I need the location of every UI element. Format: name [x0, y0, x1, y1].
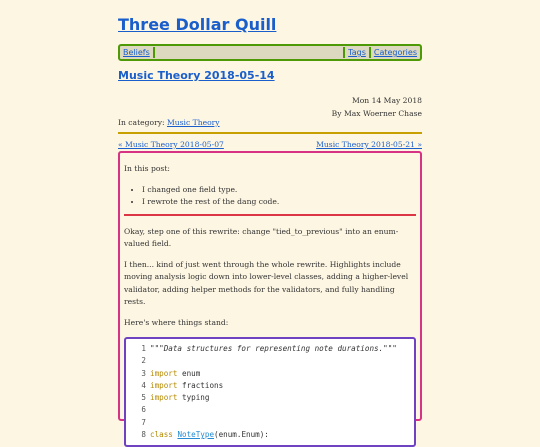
- nav-categories-link[interactable]: Categories: [369, 47, 420, 58]
- code-line: [126, 417, 414, 429]
- line-number: 7: [141, 417, 146, 427]
- code-text: enum: [177, 368, 201, 378]
- paragraph: Here's where things stand:: [124, 317, 229, 327]
- next-post-link[interactable]: Music Theory 2018-05-21 »: [316, 140, 422, 149]
- site-title-link[interactable]: Three Dollar Quill: [118, 15, 277, 34]
- code-line: [126, 404, 414, 416]
- line-number: 5: [141, 393, 146, 403]
- code-text: fractions: [177, 380, 224, 390]
- line-number: 1: [141, 344, 146, 353]
- prev-post-link[interactable]: « Music Theory 2018-05-07: [118, 140, 224, 149]
- code-keyword: import: [150, 393, 178, 403]
- nav-tags-link[interactable]: Tags: [343, 47, 369, 58]
- line-number: 3: [141, 368, 146, 378]
- line-number: 6: [141, 405, 146, 415]
- code-line: [126, 429, 414, 441]
- category-link[interactable]: Music Theory: [166, 118, 220, 127]
- code-class-name: NoteType: [177, 430, 215, 440]
- code-text: (enum.Enum):: [214, 430, 269, 440]
- code-line: [126, 380, 414, 392]
- code-line: [126, 392, 414, 404]
- navbar: [118, 44, 422, 61]
- code-line: [126, 368, 414, 380]
- line-number: 8: [141, 430, 146, 440]
- code-text: """Data structures for representing note durations.""": [150, 344, 397, 353]
- post-author: By Max Woerner Chase: [331, 109, 422, 118]
- code-line: [126, 343, 414, 355]
- list-item: • I rewrote the rest of the dang code.: [142, 196, 416, 208]
- line-number: 4: [141, 380, 146, 390]
- paragraph: Okay, step one of this rewrite: change "tied_to_previous" into an enum-valued field.: [124, 226, 399, 248]
- post-title-link[interactable]: Music Theory 2018-05-14: [118, 69, 275, 82]
- post-category: [118, 118, 220, 127]
- code-text: typing: [177, 393, 210, 403]
- category-prefix: In category:: [118, 118, 165, 127]
- code-line: [126, 355, 414, 367]
- nav-beliefs-link[interactable]: Beliefs: [120, 47, 155, 58]
- section-divider: [124, 214, 416, 216]
- code-keyword: import: [150, 380, 178, 390]
- post-content: [118, 151, 422, 440]
- intro-text: In this post:: [124, 164, 170, 173]
- post-pager: [118, 140, 422, 149]
- post-meta: [332, 94, 422, 120]
- paragraph: I then... kind of just went through the whole rewrite. Highlights include moving analysis logic down into lower-level classes, adding a higher-level validator, adding helper methods for the validators, and fully handling rests.: [124, 259, 409, 306]
- list-item: • I changed one field type.: [142, 184, 416, 196]
- code-keyword: class: [150, 430, 173, 440]
- code-block: [124, 337, 416, 447]
- post-date: Mon 14 May 2018: [351, 96, 422, 105]
- summary-list: [142, 184, 416, 208]
- divider: [118, 132, 422, 134]
- code-keyword: import: [150, 368, 178, 378]
- line-number: 2: [141, 356, 146, 366]
